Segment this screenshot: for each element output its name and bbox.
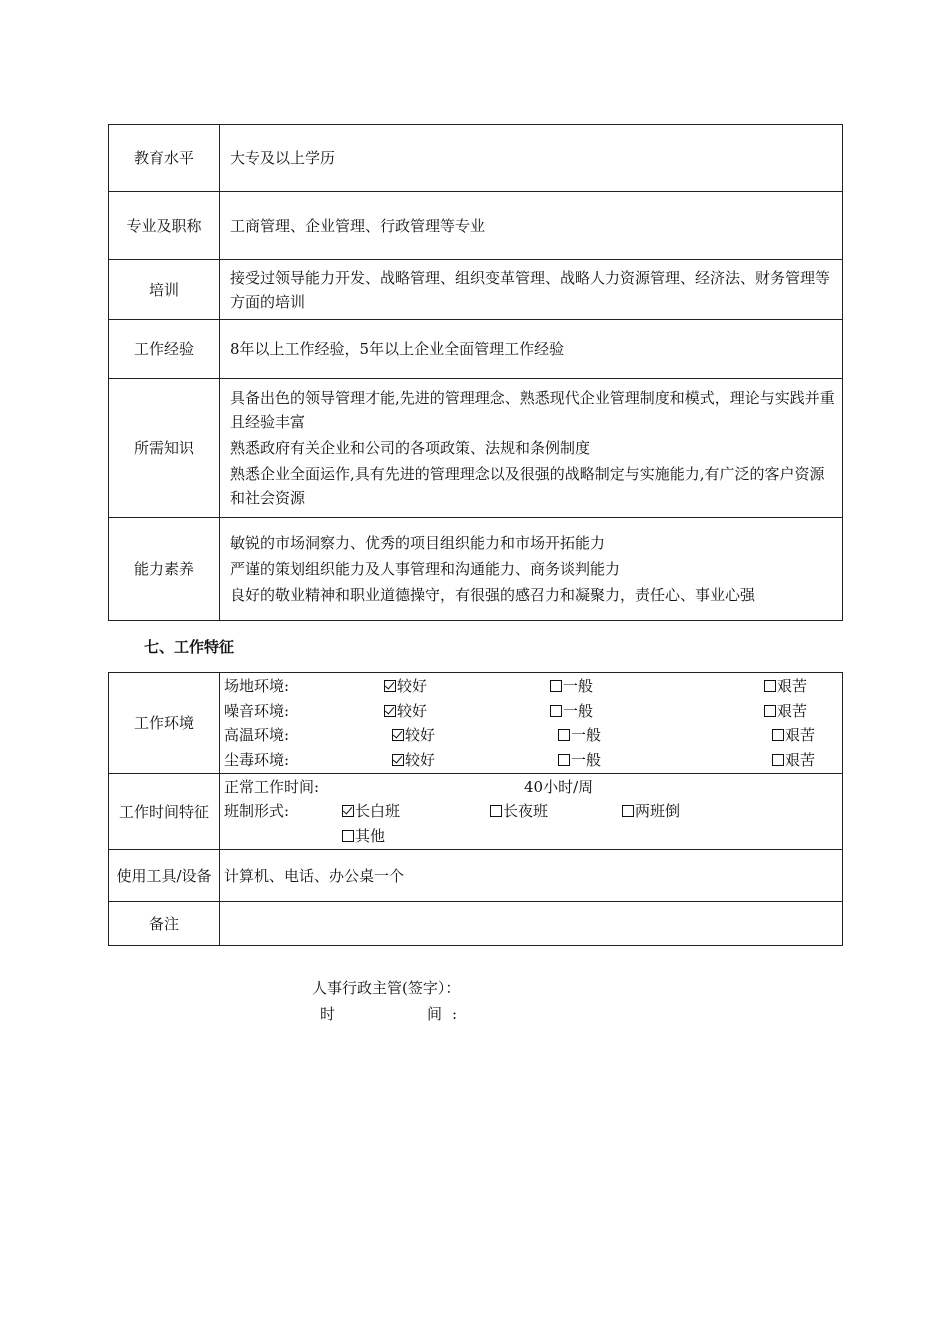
work-env-label: 工作环境 — [109, 673, 220, 774]
env-option-label: 较好 — [397, 677, 428, 695]
shift-checkbox-2[interactable] — [622, 805, 634, 817]
shift-option[interactable] — [342, 824, 385, 849]
checked-box-icon[interactable] — [384, 705, 396, 717]
env-option[interactable] — [772, 723, 815, 748]
checkbox-icon[interactable] — [550, 680, 562, 692]
env-option[interactable] — [384, 699, 427, 724]
row-label: 培训 — [109, 260, 220, 320]
time-colon: : — [452, 1005, 458, 1023]
row-content — [220, 320, 843, 379]
row-label: 工作经验 — [109, 320, 220, 379]
row-text: 熟悉企业全面运作,具有先进的管理理念以及很强的战略制定与实施能力,有广泛的客户资源和社会资源 — [230, 465, 825, 507]
checkbox-icon[interactable] — [764, 680, 776, 692]
checkbox-icon[interactable] — [772, 754, 784, 766]
row-content — [220, 379, 843, 518]
env-option[interactable] — [558, 723, 601, 748]
time-char: 时 — [320, 1005, 336, 1023]
row-content — [220, 518, 843, 621]
tools-row — [109, 850, 843, 902]
normal-time-value: 40小时/周 — [524, 777, 594, 796]
work-characteristics-table — [108, 672, 843, 946]
row-text: 8年以上工作经验，5年以上企业全面管理工作经验 — [230, 340, 565, 358]
env-option[interactable] — [384, 674, 427, 699]
tools-label — [109, 850, 220, 902]
checked-box-icon[interactable] — [392, 729, 404, 741]
normal-time-line — [224, 775, 838, 800]
row-content — [220, 260, 843, 320]
row-text: 严谨的策划组织能力及人事管理和沟通能力、商务谈判能力 — [230, 560, 621, 578]
env-row-name: 噪音环境: — [224, 701, 290, 720]
work-time-content — [220, 774, 843, 850]
row-text: 工商管理、企业管理、行政管理等专业 — [230, 216, 486, 235]
row-content — [220, 125, 843, 192]
env-option[interactable] — [392, 748, 435, 773]
env-option[interactable] — [764, 699, 807, 724]
env-option-label: 一般 — [563, 701, 594, 720]
env-rows — [224, 674, 838, 772]
env-row — [224, 748, 838, 773]
remarks-value[interactable] — [220, 902, 843, 946]
shift-checkbox-3[interactable] — [342, 830, 354, 842]
env-row-name: 尘毒环境: — [224, 750, 290, 769]
env-option-label: 一般 — [571, 726, 602, 744]
requirements-row — [109, 379, 843, 518]
checkbox-icon[interactable] — [558, 754, 570, 766]
env-option-label: 一般 — [571, 750, 602, 769]
signature-label: 人事行政主管(签字）： — [312, 979, 461, 997]
shift-label: 班制形式: — [224, 802, 290, 821]
work-env-row — [109, 673, 843, 774]
shift-name: 其他 — [355, 826, 386, 845]
row-label: 能力素养 — [109, 518, 220, 621]
row-label: 所需知识 — [109, 379, 220, 518]
tools-value: 计算机、电话、办公桌一个 — [220, 850, 843, 902]
row-text: 接受过领导能力开发、战略管理、组织变革管理、战略人力资源管理、经济法、财务管理等方面的培训 — [230, 268, 831, 311]
work-env-content — [220, 673, 843, 774]
signature-time — [312, 1001, 460, 1027]
env-option[interactable] — [772, 748, 815, 773]
env-option-label: 较好 — [405, 726, 436, 744]
checkbox-icon[interactable] — [550, 705, 562, 717]
env-row-name: 场地环境: — [224, 677, 290, 695]
checkbox-icon[interactable] — [558, 729, 570, 741]
checked-box-icon[interactable] — [392, 754, 404, 766]
env-option-label: 艰苦 — [777, 701, 808, 720]
env-option-label: 一般 — [563, 677, 594, 695]
requirements-row — [109, 518, 843, 621]
env-option[interactable] — [392, 723, 435, 748]
remarks-row — [109, 902, 843, 946]
env-option-label: 艰苦 — [785, 726, 816, 744]
shift-name: 长夜班 — [503, 802, 549, 821]
row-text: 良好的敬业精神和职业道德操守，有很强的感召力和凝聚力，责任心、事业心强 — [230, 586, 756, 604]
row-text: 敏锐的市场洞察力、优秀的项目组织能力和市场开拓能力 — [230, 534, 606, 552]
env-row-name: 高温环境: — [224, 726, 290, 744]
env-option-label: 艰苦 — [777, 677, 808, 695]
signature-block — [312, 975, 460, 1027]
requirements-table — [108, 124, 843, 621]
tools-label-text: 使用工具/设备 — [116, 866, 212, 885]
section-title: 七、工作特征 — [144, 638, 235, 656]
requirements-row — [109, 192, 843, 260]
shift-option[interactable] — [622, 799, 680, 824]
env-option[interactable] — [764, 674, 807, 699]
time-char: 间 — [427, 1005, 443, 1023]
env-option[interactable] — [550, 674, 593, 699]
row-text: 具备出色的领导管理才能,先进的管理理念、熟悉现代企业管理制度和模式，理论与实践并重且经验丰富 — [230, 389, 835, 431]
shift-checkbox-1[interactable] — [490, 805, 502, 817]
remarks-label: 备注 — [109, 902, 220, 946]
env-option-label: 较好 — [405, 750, 436, 769]
shift-option[interactable] — [342, 799, 400, 824]
shift-checkbox-0[interactable] — [342, 805, 354, 817]
row-label: 专业及职称 — [109, 192, 220, 260]
env-option-label: 较好 — [397, 701, 428, 720]
env-row — [224, 699, 838, 724]
row-text: 熟悉政府有关企业和公司的各项政策、法规和条例制度 — [230, 439, 591, 457]
work-time-row — [109, 774, 843, 850]
shift-line-2 — [224, 824, 838, 849]
shift-line — [224, 799, 838, 824]
env-row — [224, 674, 838, 699]
requirements-row — [109, 320, 843, 379]
work-time-label: 工作时间特征 — [109, 774, 220, 850]
requirements-row — [109, 260, 843, 320]
shift-option[interactable] — [490, 799, 548, 824]
row-label: 教育水平 — [109, 125, 220, 192]
env-option-label: 艰苦 — [785, 750, 816, 769]
row-text: 大专及以上学历 — [230, 149, 336, 167]
env-option[interactable] — [550, 699, 593, 724]
normal-time-label: 正常工作时间: — [224, 777, 320, 796]
env-option[interactable] — [558, 748, 601, 773]
row-content — [220, 192, 843, 260]
checkbox-icon[interactable] — [772, 729, 784, 741]
requirements-row — [109, 125, 843, 192]
checkbox-icon[interactable] — [764, 705, 776, 717]
env-row — [224, 723, 838, 748]
checked-box-icon[interactable] — [384, 680, 396, 692]
shift-name: 两班倒 — [635, 802, 681, 821]
shift-name: 长白班 — [355, 802, 401, 821]
